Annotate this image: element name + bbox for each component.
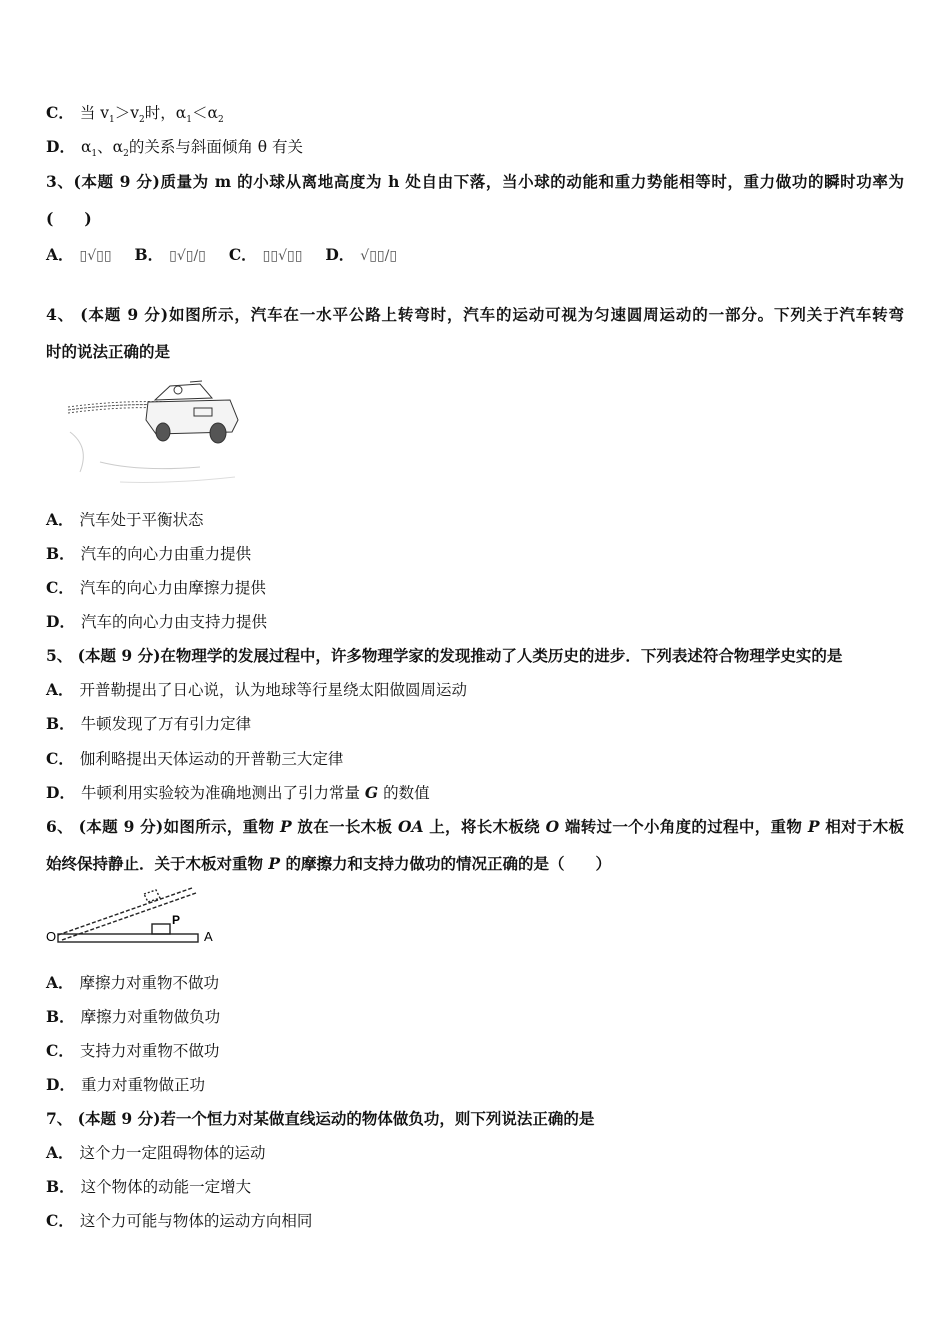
formula-b: ▯√▯/▯ [169,248,206,264]
option-text: 汽车的向心力由摩擦力提供 [79,579,266,597]
option-letter-a: A． [46,245,74,264]
q5-stem: 5、 (本题 9 分)在物理学的发展过程中，许多物理学家的发现推动了人类历史的进步．下列表述符合物理学史实的是 [46,646,843,665]
label-p: P [172,913,181,927]
q2-option-c [46,103,224,130]
q7-option-c: C． 这个力可能与物体的运动方向相同 [46,1211,313,1230]
q5-option-a: A． 开普勒提出了日心说，认为地球等行星绕太阳做圆周运动 [46,680,468,699]
option-text: $\alpha_1$、$\alpha_2$的关系与斜面倾角 θ 有关 [80,138,304,160]
q6-option-d: D． 重力对重物做正功 [46,1075,205,1094]
option-text: 牛顿发现了万有引力定律 [80,715,252,733]
option-text: 当 $v_1>v_2$时，$\alpha_1<\alpha_2$ [79,104,224,126]
q5-option-d: D． 牛顿利用实验较为准确地测出了引力常量 G 的数值 [46,783,430,802]
q4-stem-line1: 4、 (本题 9 分)如图所示，汽车在一水平公路上转弯时，汽车的运动可视为匀速圆周运动的一部分。下列关于汽车转弯 [46,305,904,324]
option-text: 重力对重物做正功 [80,1076,205,1094]
q3-options [46,245,397,266]
q6-stem-line2: 始终保持静止．关于木板对重物 P 的摩擦力和支持力做功的情况正确的是（ ） [46,854,611,873]
option-text: 牛顿利用实验较为准确地测出了引力常量 G 的数值 [80,783,430,802]
q4-option-a: A． 汽车处于平衡状态 [46,510,204,529]
q6-stem-line1: 6、 (本题 9 分)如图所示，重物 P 放在一长木板 OA 上，将长木板绕 O 端转过一个小角度的过程中，重物 P 相对于木板 [46,817,904,836]
option-letter-d: D． [325,245,355,264]
q7-stem: 7、 (本题 9 分)若一个恒力对某做直线运动的物体做负功，则下列说法正确的是 [46,1109,595,1128]
option-letter: C． [46,103,74,122]
incline-board-figure [44,882,224,950]
q4-stem-line2: 时的说法正确的是 [46,342,171,361]
option-letter-c: C． [228,245,257,264]
option-text: 支持力对重物不做功 [79,1042,220,1060]
option-text: 摩擦力对重物做负功 [80,1008,221,1026]
option-text: 汽车的向心力由支持力提供 [80,613,267,631]
q7-option-b: B． 这个物体的动能一定增大 [46,1177,252,1196]
car-turning-figure [60,372,245,494]
label-o: O [46,929,57,944]
option-text: 摩擦力对重物不做功 [79,974,220,992]
option-text: 开普勒提出了日心说，认为地球等行星绕太阳做圆周运动 [79,681,468,699]
option-letter-b: B． [134,245,164,264]
q6-option-c: C． 支持力对重物不做功 [46,1041,220,1060]
q6-option-b: B． 摩擦力对重物做负功 [46,1007,221,1026]
q2-option-d [46,137,303,164]
q6-option-a: A． 摩擦力对重物不做功 [46,973,220,992]
formula-d: √▯▯/▯ [360,248,398,264]
q7-option-a: A． 这个力一定阻碍物体的运动 [46,1143,266,1162]
q4-option-d: D． 汽车的向心力由支持力提供 [46,612,267,631]
label-a: A [204,929,213,944]
q5-option-b: B． 牛顿发现了万有引力定律 [46,714,252,733]
q4-option-b: B． 汽车的向心力由重力提供 [46,544,252,563]
q4-option-c: C． 汽车的向心力由摩擦力提供 [46,578,266,597]
option-text: 汽车处于平衡状态 [79,511,204,529]
option-letter: D． [46,137,75,156]
option-text: 汽车的向心力由重力提供 [80,545,252,563]
q3-stem-line1: 3、(本题 9 分)质量为 m 的小球从离地高度为 h 处自由下落，当小球的动能和重力势能相等时，重力做功的瞬时功率为 [46,172,904,191]
q5-option-c: C． 伽利略提出天体运动的开普勒三大定律 [46,749,344,768]
q3-stem-line2: ( ) [46,209,92,228]
formula-a: ▯√▯▯ [79,248,112,264]
option-text: 这个力一定阻碍物体的运动 [79,1144,266,1162]
option-text: 伽利略提出天体运动的开普勒三大定律 [79,750,344,768]
option-text: 这个物体的动能一定增大 [80,1178,252,1196]
option-text: 这个力可能与物体的运动方向相同 [79,1212,313,1230]
formula-c: ▯▯√▯▯ [262,248,303,264]
